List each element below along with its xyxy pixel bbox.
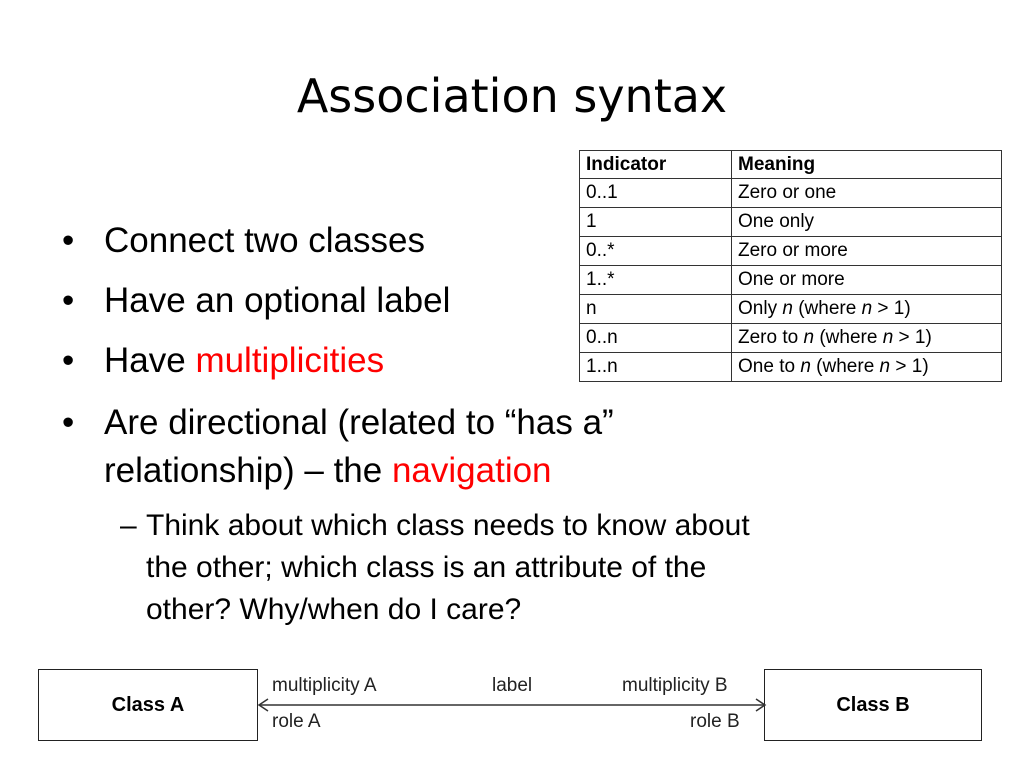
indicator-cell: 0..*	[580, 237, 732, 266]
meaning-cell: Only n (where n > 1)	[732, 295, 1002, 324]
meaning-cell: Zero or more	[732, 237, 1002, 266]
bullet-dot: •	[62, 281, 75, 320]
table-row	[580, 237, 1002, 266]
table-row	[580, 353, 1002, 382]
association-label: label	[492, 675, 533, 696]
header-meaning: Meaning	[732, 151, 1002, 179]
table-row	[580, 324, 1002, 353]
meaning-cell: One to n (where n > 1)	[732, 353, 1002, 382]
highlight-multiplicities: multiplicities	[195, 341, 385, 380]
role-a-label: role A	[272, 711, 321, 732]
table-row	[580, 266, 1002, 295]
bullet-dot: •	[62, 221, 75, 260]
sub-dash: –	[120, 509, 137, 542]
indicator-cell: 1..*	[580, 266, 732, 295]
meaning-cell: One or more	[732, 266, 1002, 295]
multiplicity-a-label: multiplicity A	[272, 675, 377, 696]
bullet-text-line1: Are directional (related to “has a”	[104, 403, 614, 442]
bullet-text-prefix: relationship) – the	[104, 451, 392, 490]
bullet-text: Have an optional label	[104, 281, 451, 320]
bullet-text: Connect two classes	[104, 221, 425, 260]
association-diagram	[38, 665, 983, 745]
meaning-cell: Zero or one	[732, 179, 1002, 208]
role-b-label: role B	[690, 711, 740, 732]
meaning-cell: Zero to n (where n > 1)	[732, 324, 1002, 353]
bullet-text-prefix: Have	[104, 341, 196, 380]
indicator-cell: 1..n	[580, 353, 732, 382]
indicator-cell: 0..1	[580, 179, 732, 208]
sub-line-1: Think about which class needs to know about	[146, 509, 750, 542]
sub-line-3: other? Why/when do I care?	[146, 593, 522, 626]
indicator-cell: 0..n	[580, 324, 732, 353]
multiplicity-table	[579, 150, 1002, 382]
slide-title: Association syntax	[296, 69, 728, 123]
table-row	[580, 295, 1002, 324]
table-header-row	[580, 151, 1002, 179]
bullet-dot: •	[62, 403, 75, 442]
table-row	[580, 208, 1002, 237]
bullet-text	[104, 340, 384, 382]
indicator-cell: n	[580, 295, 732, 324]
indicator-cell: 1	[580, 208, 732, 237]
header-indicator: Indicator	[580, 151, 732, 179]
bullet-text-line2	[104, 450, 552, 492]
multiplicity-table-container	[560, 148, 1010, 386]
highlight-navigation: navigation	[391, 451, 552, 490]
meaning-cell: One only	[732, 208, 1002, 237]
multiplicity-b-label: multiplicity B	[622, 675, 728, 696]
sub-line-2: the other; which class is an attribute of the	[146, 551, 707, 584]
class-a-box: Class A	[38, 669, 258, 741]
table-row	[580, 179, 1002, 208]
class-b-box: Class B	[764, 669, 982, 741]
bullet-dot: •	[62, 341, 75, 380]
